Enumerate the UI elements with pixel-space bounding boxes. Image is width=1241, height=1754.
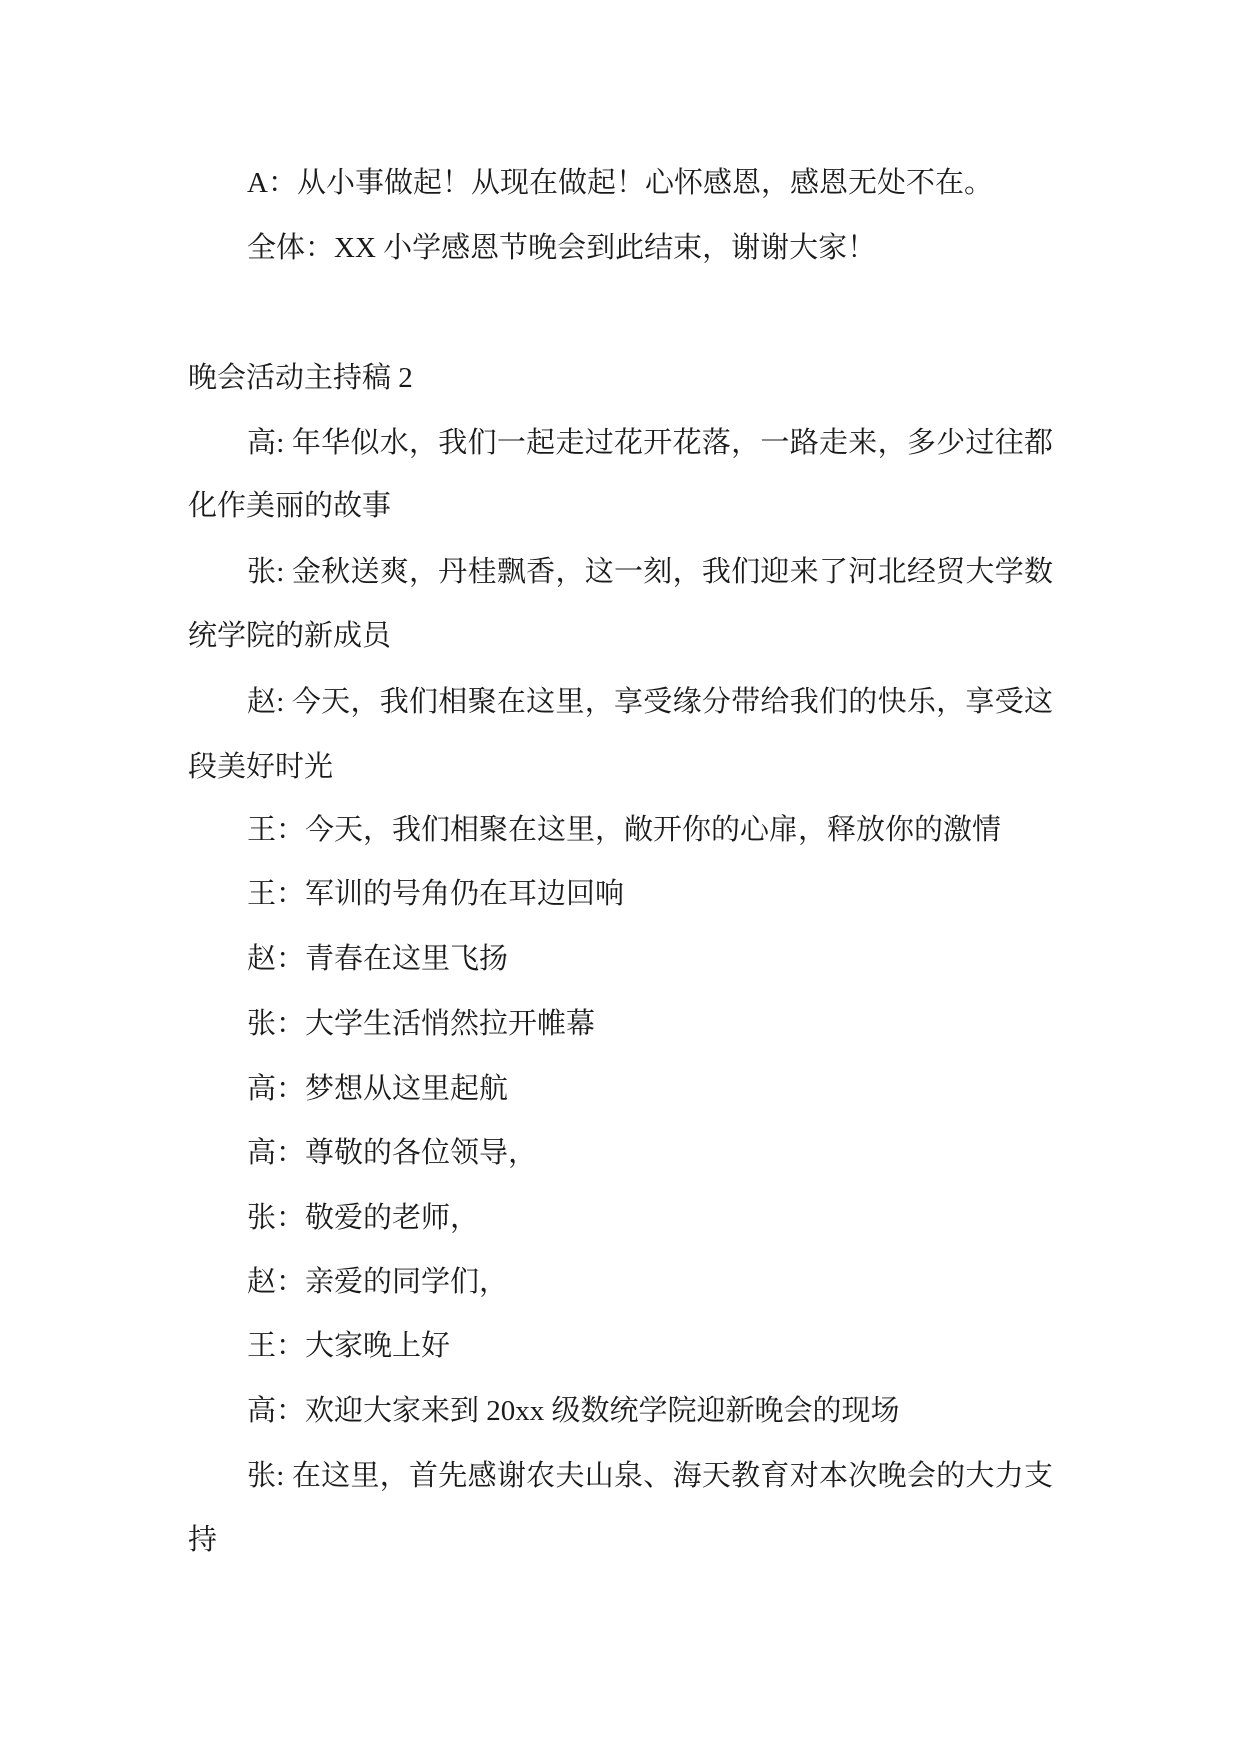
dialogue-line: 高：尊敬的各位领导， bbox=[247, 1137, 538, 1169]
dialogue-line: 赵：亲爱的同学们， bbox=[247, 1266, 509, 1298]
dialogue-line: 高：梦想从这里起航 bbox=[247, 1073, 509, 1105]
dialogue-line: 张: 金秋送爽，丹桂飘香，这一刻，我们迎来了河北经贸大学数 bbox=[247, 556, 1053, 588]
dialogue-line: 赵: 今天，我们相聚在这里，享受缘分带给我们的快乐，享受这 bbox=[247, 686, 1053, 718]
dialogue-line: 高: 年华似水，我们一起走过花开花落，一路走来，多少过往都 bbox=[247, 427, 1053, 459]
dialogue-line: 张：大学生活悄然拉开帷幕 bbox=[247, 1008, 596, 1040]
dialogue-line-continued: 统学院的新成员 bbox=[188, 620, 392, 652]
dialogue-line: 王：今天，我们相聚在这里，敞开你的心扉，释放你的激情 bbox=[247, 814, 1002, 846]
dialogue-line: 张: 在这里，首先感谢农夫山泉、海天教育对本次晚会的大力支 bbox=[247, 1460, 1053, 1492]
dialogue-line: 王：军训的号角仍在耳边回响 bbox=[247, 878, 625, 910]
closing-line-all: 全体：XX 小学感恩节晚会到此结束，谢谢大家！ bbox=[247, 232, 877, 264]
dialogue-line: 王：大家晚上好 bbox=[247, 1330, 451, 1362]
closing-line-a: A：从小事做起！从现在做起！心怀感恩，感恩无处不在。 bbox=[247, 167, 993, 199]
dialogue-line-continued: 持 bbox=[188, 1524, 218, 1556]
dialogue-line: 高：欢迎大家来到 20xx 级数统学院迎新晚会的现场 bbox=[247, 1395, 900, 1427]
dialogue-line-continued: 化作美丽的故事 bbox=[188, 490, 392, 522]
dialogue-line-continued: 段美好时光 bbox=[188, 751, 334, 783]
dialogue-line: 赵：青春在这里飞扬 bbox=[247, 943, 509, 975]
dialogue-line: 张：敬爱的老师， bbox=[247, 1202, 480, 1234]
section-title: 晚会活动主持稿 2 bbox=[188, 362, 413, 394]
